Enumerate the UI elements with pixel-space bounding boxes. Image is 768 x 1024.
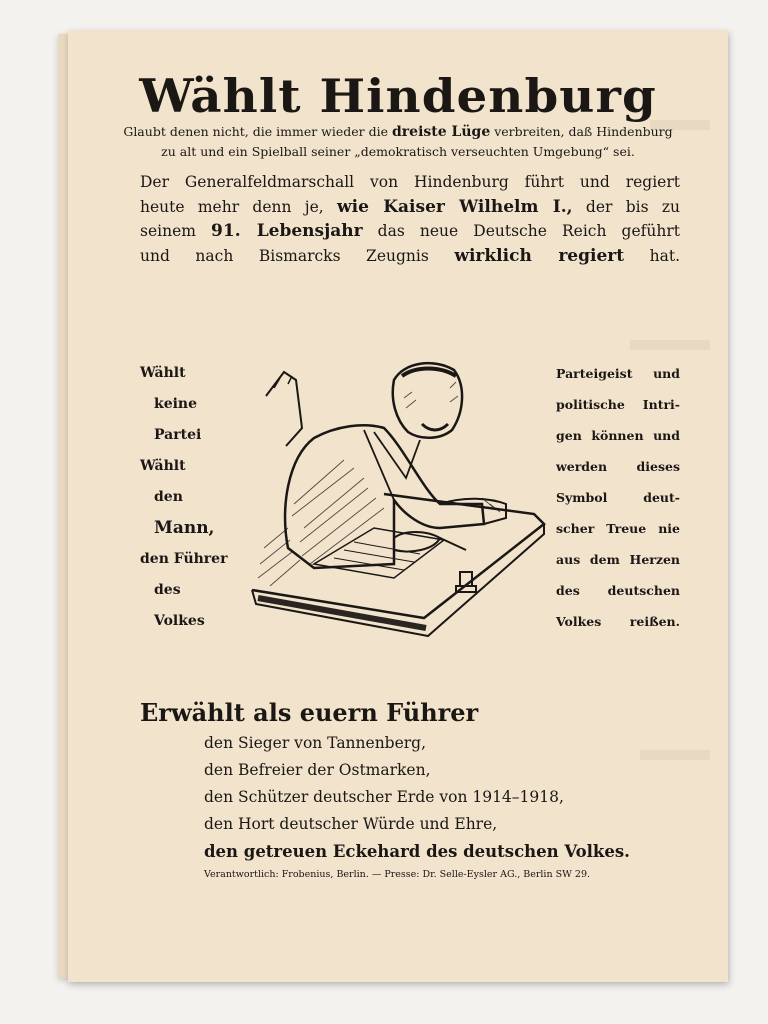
right-text-line: politische Intri- bbox=[556, 397, 680, 412]
right-text-line: gen können und bbox=[556, 428, 680, 443]
elect-item-final: den getreuen Eckehard des deutschen Volkes. bbox=[204, 842, 630, 861]
right-text-column bbox=[556, 358, 680, 637]
left-slogan-line: keine bbox=[154, 396, 198, 412]
intro-line2: zu alt und ein Spielball seiner „demokratisch verseuchten Umgebung“ sei. bbox=[161, 144, 635, 159]
para-line: und nach Bismarcks Zeugnis wirklich regiert hat. bbox=[140, 245, 680, 266]
para-emphasis: wirklich regiert bbox=[454, 245, 625, 266]
leaflet bbox=[68, 30, 728, 982]
right-text-line: scher Treue nie bbox=[556, 521, 680, 536]
para-line: Der Generalfeldmarschall von Hindenburg führt und regiert bbox=[140, 173, 680, 191]
right-text-line: des deutschen bbox=[556, 583, 680, 598]
right-text-line: Parteigeist und bbox=[556, 366, 680, 381]
main-paragraph bbox=[140, 170, 680, 268]
elect-item: den Schützer deutscher Erde von 1914–1918, bbox=[204, 788, 564, 806]
left-slogan-line: den Führer bbox=[140, 551, 228, 567]
left-slogan-line: Volkes bbox=[154, 613, 205, 629]
right-text-line: Volkes reißen. bbox=[556, 614, 680, 629]
intro-text bbox=[108, 122, 688, 161]
left-slogan-line: Wählt bbox=[140, 365, 186, 381]
elect-item: den Sieger von Tannenberg, bbox=[204, 734, 427, 752]
right-text-line: aus dem Herzen bbox=[556, 552, 680, 567]
para-line: seinem 91. Lebensjahr das neue Deutsche Reich geführt bbox=[140, 221, 680, 241]
left-slogan-line: den bbox=[154, 489, 183, 505]
intro-line1-a: Glaubt denen nicht, die immer wieder die bbox=[123, 124, 392, 139]
para-emphasis: 91. Lebensjahr bbox=[211, 221, 363, 241]
headline: Wählt Hindenburg bbox=[139, 69, 657, 123]
elect-item: den Hort deutscher Würde und Ehre, bbox=[204, 815, 498, 833]
para-emphasis: wie Kaiser Wilhelm I., bbox=[337, 196, 573, 217]
elect-heading: Erwählt als euern Führer bbox=[140, 698, 479, 727]
imprint-footer: Verantwortlich: Frobenius, Berlin. — Presse: Dr. Selle-Eysler AG., Berlin SW 29. bbox=[204, 869, 591, 880]
para-line: heute mehr denn je, wie Kaiser Wilhelm I., der bis zu bbox=[140, 196, 681, 217]
left-slogan-line: des bbox=[154, 582, 181, 598]
left-slogan-column bbox=[140, 358, 250, 637]
right-text-line: werden dieses bbox=[556, 459, 680, 474]
right-text-line: Symbol deut- bbox=[556, 490, 680, 505]
intro-line1-emphasis: dreiste Lüge bbox=[392, 124, 491, 140]
left-slogan-line: Partei bbox=[154, 427, 202, 443]
left-slogan-line: Wählt bbox=[140, 458, 186, 474]
left-slogan-line: Mann, bbox=[154, 518, 215, 538]
papers bbox=[314, 528, 444, 578]
chair-back-sketch bbox=[266, 372, 302, 446]
elect-item: den Befreier der Ostmarken, bbox=[204, 761, 431, 779]
intro-line1-c: verbreiten, daß Hindenburg bbox=[490, 124, 673, 139]
show-through-mark bbox=[630, 340, 710, 350]
elect-list bbox=[204, 730, 694, 865]
hindenburg-at-desk-illustration bbox=[244, 328, 564, 643]
